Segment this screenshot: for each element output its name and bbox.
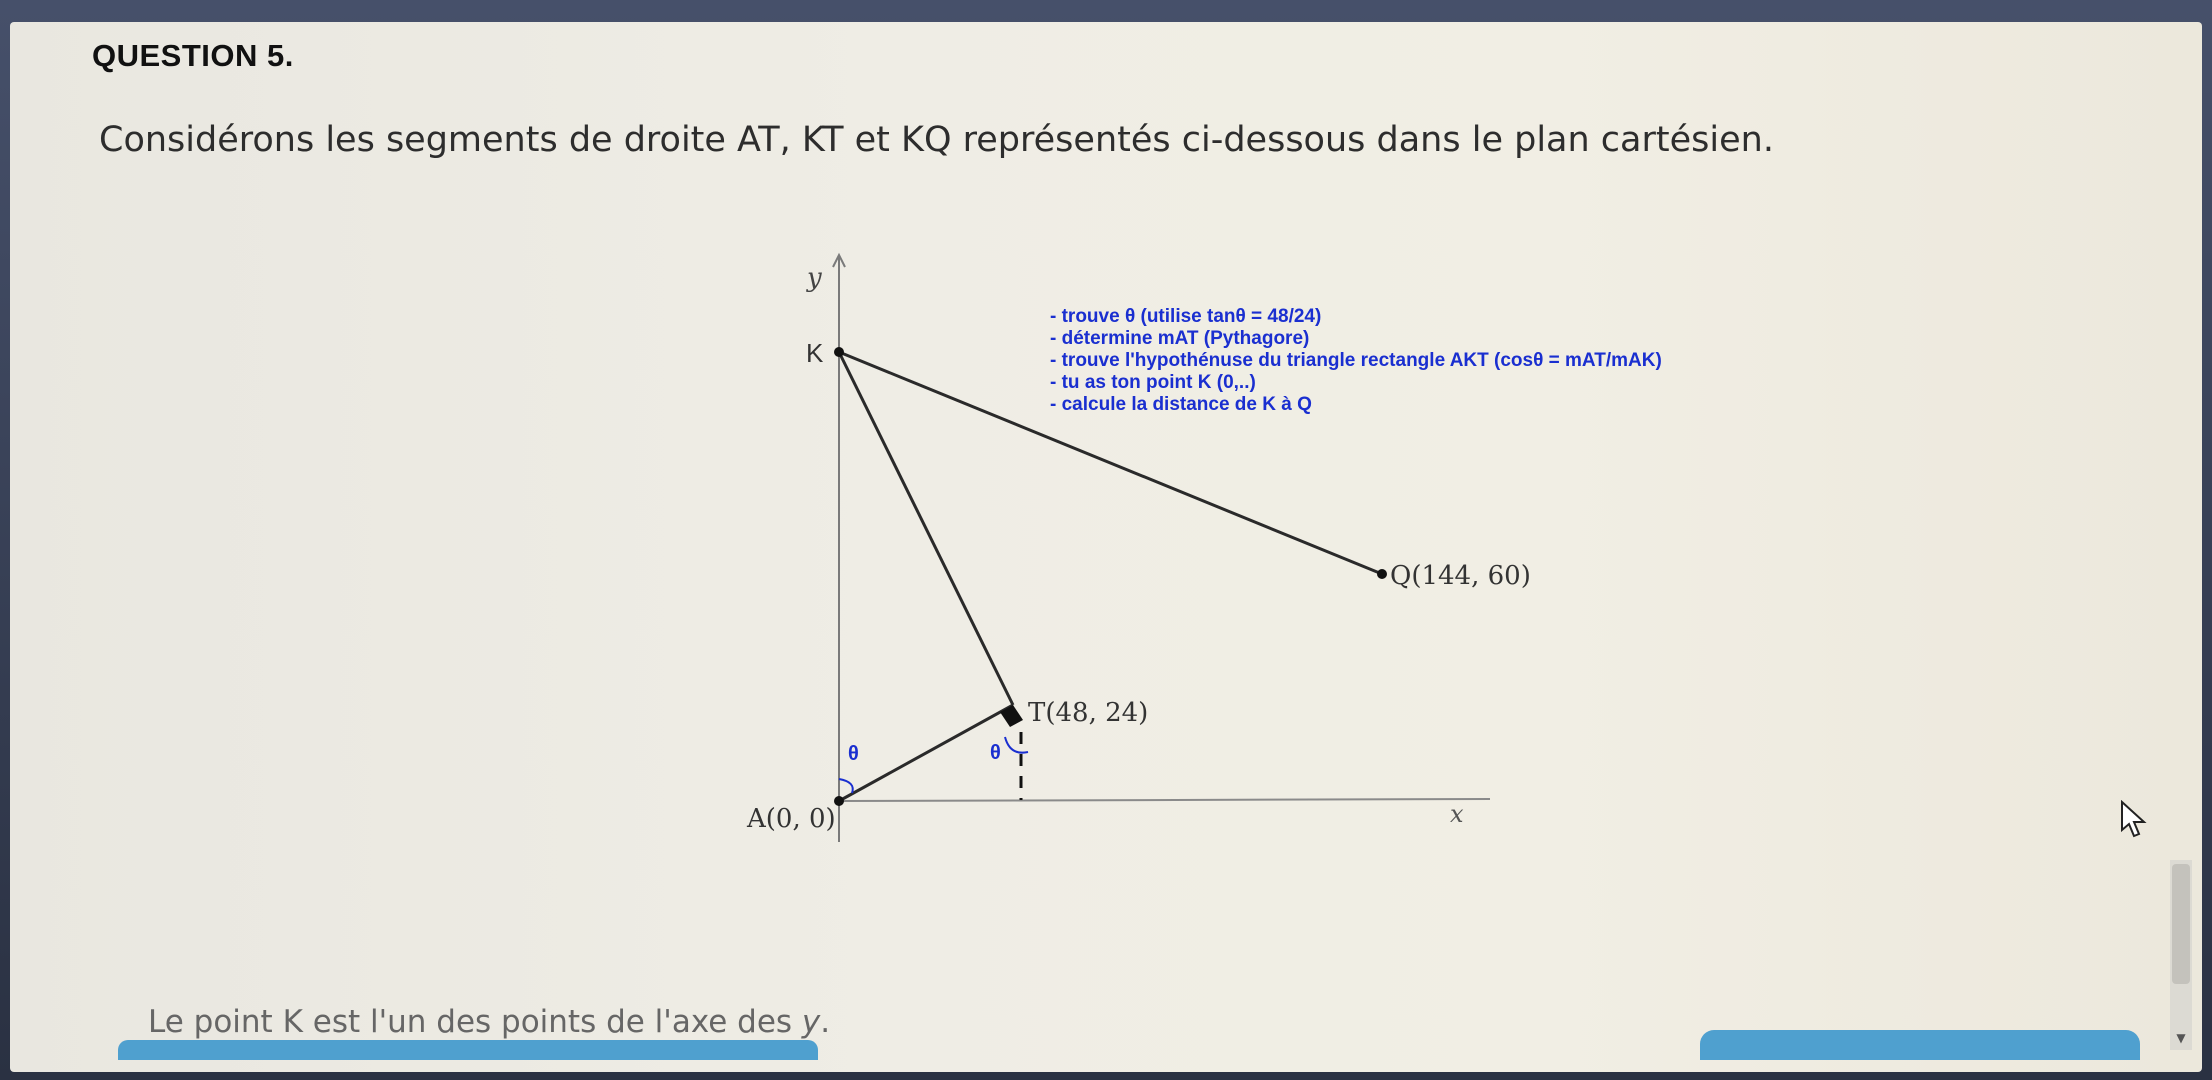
y-axis-label: y <box>807 263 822 293</box>
chevron-down-icon[interactable]: ▼ <box>2176 1031 2186 1045</box>
footer-variable: y <box>801 1004 821 1040</box>
hint-item: - trouve l'hypothénuse du triangle rectangle AKT (cosθ = mAT/mAK) <box>1050 350 1662 371</box>
label-A: A(0, 0) <box>747 804 836 834</box>
label-Q: Q(144, 60) <box>1390 561 1531 591</box>
footer-statement <box>148 1004 830 1040</box>
theta-label-A: θ <box>848 743 859 765</box>
scrollbar-thumb[interactable] <box>2172 864 2190 984</box>
x-axis <box>839 799 1490 801</box>
segment-AT <box>839 705 1013 801</box>
segment-KT <box>839 352 1013 705</box>
theta-label-T: θ <box>990 742 1001 764</box>
footer-prefix: Le point K est l'un des points de l'axe des <box>148 1004 802 1040</box>
hint-item: - tu as ton point K (0,..) <box>1050 372 1256 393</box>
point-Q <box>1377 569 1387 579</box>
point-K <box>834 347 844 357</box>
angle-arc-A <box>839 779 853 793</box>
answer-panel-right[interactable] <box>1700 1030 2140 1060</box>
question-page <box>10 22 2202 1072</box>
hint-item: - calcule la distance de K à Q <box>1050 394 1312 415</box>
label-K: K <box>806 338 824 368</box>
hint-item: - trouve θ (utilise tanθ = 48/24) <box>1050 306 1322 327</box>
footer-suffix: . <box>820 1004 831 1040</box>
angle-arc-T <box>1005 737 1028 753</box>
label-T: T(48, 24) <box>1028 698 1149 728</box>
hint-item: - détermine mAT (Pythagore) <box>1050 328 1310 349</box>
answer-panel-left[interactable] <box>118 1040 818 1060</box>
hint-list <box>1050 306 1662 415</box>
x-axis-label: x <box>1450 800 1464 828</box>
right-angle-marker <box>1000 705 1023 727</box>
question-intro: Considérons les segments de droite AT, KT et KQ représentés ci-dessous dans le plan cartésien. <box>99 120 1774 160</box>
question-title: QUESTION 5. <box>92 38 294 73</box>
cartesian-diagram <box>10 22 2202 1072</box>
mouse-pointer-icon <box>2120 800 2150 840</box>
